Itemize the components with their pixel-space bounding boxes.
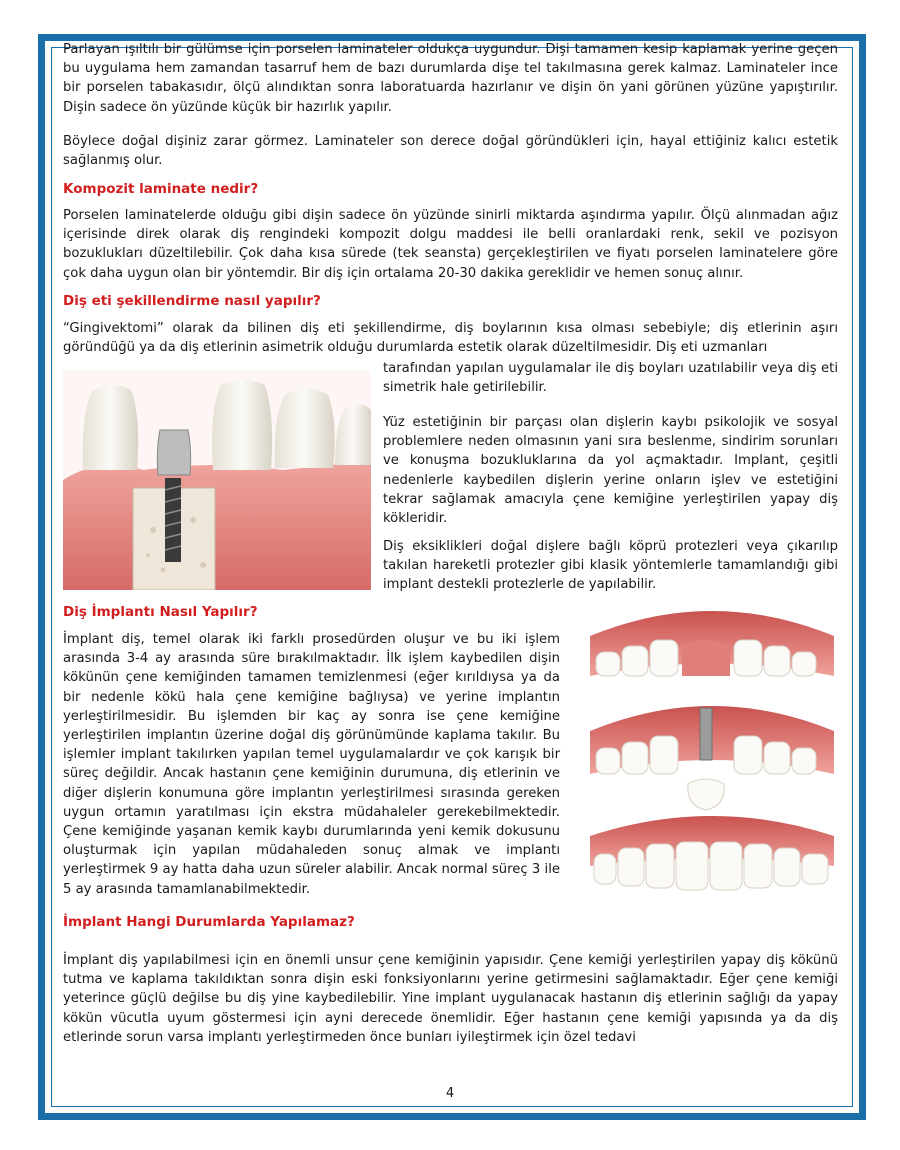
page-number: 4 [445, 1086, 455, 1101]
paragraph-laminate-benefit: Böylece doğal dişiniz zarar görmez. Laminateler son derece doğal göründükleri için, hayal ettiğiniz kalıcı estetik sağlanmış olur. [63, 134, 838, 169]
paragraph-gum-shaping: “Gingivektomi” olarak da bilinen diş eti şekillendirme, diş boylarının kısa olması sebebiyle; diş etlerinin aşırı göründüğü ya da diş etlerinin asimetrik olduğu durumlarda estetik olarak düzeltilmesidir. Diş eti uzmanları [63, 321, 838, 356]
heading-composite-laminate: Kompozit laminate nedir? [63, 181, 259, 197]
implant-cross-section-image [63, 370, 371, 590]
paragraph-gum-shaping-cont: tarafından yapılan uygulamalar ile diş boyları uzatılabilir veya diş eti simetrik hale getirilebilir. [383, 361, 838, 396]
heading-implant-not-possible: İmplant Hangi Durumlarda Yapılamaz? [63, 914, 355, 930]
page-content [63, 40, 838, 1110]
paragraph-laminate-intro: Parlayan ışıltılı bir gülümse için porselen laminateler oldukça uygundur. Dişi tamamen kesip kaplamak yerine geçen bu uygulama hem zamandan tasarruf hem de bazı durumlarda dişe tel takılmasına gerek kalmaz. Laminateler ince bir porselen tabakasıdır, ölçü alındıktan sonra laboratuarda hazırlanır ve dişin ön yani görünen yüzüne yapıştırılır. Dişin sadece ön yüzünde küçük bir hazırlık yapılır. [63, 42, 838, 115]
paragraph-tooth-deficiency: Diş eksiklikleri doğal dişlere bağlı köprü protezleri veya çıkarılıp takılan hareketli protezler gibi klasik yöntemlerle tamamlandığı gibi implant destekli protezlerle de yapılabilir. [383, 539, 838, 593]
heading-gum-shaping: Diş eti şekillendirme nasıl yapılır? [63, 293, 321, 309]
paragraph-implant-process: İmplant diş, temel olarak iki farklı prosedürden oluşur ve bu iki işlem arasında 3-4 ay arasında süre bırakılmaktadır. İlk işlem kaybedilen dişin kökünün çene kemiğinden tamamen temizlenmesi (eğer kırıldıysa ya da bir nedenle kökü hala çene kemiğine bağlıysa) ve yerine implantın yerleştirilmesidir. Bu işlemden bir kaç ay sonra ise çene kemiğine yerleştirilen implantın üzerine doğal diş görünümünde kaplama takılır. Bu işlemler implant takılırken yapılan temel uygulamalardır ve çok karışık bir süreç değildir. Ancak hastanın çene kemiğinin durumuna, diş etlerinin ve diğer dişlerin konumuna göre implantın yerleştirilmesi sırasında gereken uygun ortamın yaratılması için ekstra müdahaleler gerekebilmektedir. Çene kemiğinde yaşanan kemik kaybı durumlarında yeni kemik dokusunu oluşturmak için yapılan müdahaleden sonuç almak ve implantı yerleştirmek 9 ay hatta daha uzun süreler alabilir. Ancak normal süreç 3 ile 5 ay arasında tamamlanabilmektedir. [63, 632, 560, 897]
implant-steps-image [586, 596, 838, 896]
paragraph-composite-laminate: Porselen laminatelerde olduğu gibi dişin sadece ön yüzünde sinirli miktarda aşındırma yapılır. Ölçü alınmadan ağız içerisinde direk olarak diş rengindeki kompozit dolgu maddesi ile belli oranlardaki renk, sekil ve pozisyon bozuklukları düzeltilebilir. Çok daha kısa sürede (tek seansta) gerçekleştirilen ve fiyatı porselen laminatelere göre çok daha uygun olan bir yöntemdir. Bir diş için ortalama 20-30 dakika gereklidir ve hemen sonuç alınır. [63, 208, 838, 281]
paragraph-tooth-loss: Yüz estetiğinin bir parçası olan dişlerin kaybı psikolojik ve sosyal problemlere neden olmasının yani sıra beslenme, sindirim sorunları ve konuşma bozukluklarına da yol açmaktadır. Implant, çeşitli nedenlerle kaybedilen dişlerin yerine onların işlev ve estetiğini tekrar sağlamak amacıyla çene kemiğine yerleştirilen yapay diş kökleridir. [383, 415, 838, 527]
heading-implant-how: Diş İmplantı Nasıl Yapılır? [63, 604, 258, 620]
paragraph-implant-conditions: İmplant diş yapılabilmesi için en önemli unsur çene kemiğinin yapısıdır. Çene kemiği yerleştirilen yapay diş kökünü tutma ve kaplama takıldıktan sonra dişin eski fonksiyonlarını yerine getirmesini sağlamaktadır. Eğer çene kemiği yeterince güçlü değilse bu diş yine kaybedilebilir. Yine implant uygulanacak hastanın diş etlerinin sağlığı da yapay kökün vücutla uyum göstermesi için ayni derecede önemlidir. Eğer hastanın çene kemiği yapısında ya da diş etlerinde sorun varsa implantı yerleştirmeden önce bunları iyileştirmek için özel tedavi [63, 953, 838, 1045]
